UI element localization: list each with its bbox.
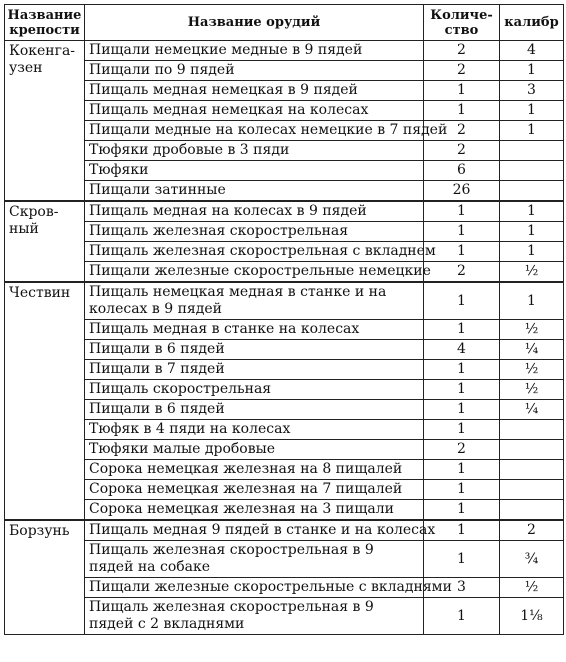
- header-caliber: калибр: [500, 5, 564, 41]
- weapon-count: 2: [424, 141, 500, 161]
- weapon-count: 1: [424, 460, 500, 480]
- table-row: [5, 161, 564, 181]
- weapon-name: Пищали железные скорострельные немецкие: [85, 262, 424, 283]
- table-row: [5, 141, 564, 161]
- weapon-count: 1: [424, 360, 500, 380]
- weapon-count: 1: [424, 520, 500, 541]
- header-count: Количе-ство: [424, 5, 500, 41]
- weapon-caliber: [500, 161, 564, 181]
- artillery-table: [4, 4, 564, 635]
- weapon-name: Пищали в 6 пядей: [85, 340, 424, 360]
- table-row: [5, 360, 564, 380]
- weapon-count: 1: [424, 242, 500, 262]
- table-row: [5, 181, 564, 202]
- weapon-name: Сорока немецкая железная на 8 пищалей: [85, 460, 424, 480]
- weapon-name: Пищали в 7 пядей: [85, 360, 424, 380]
- header-weapon: Название орудий: [85, 5, 424, 41]
- table-row: [5, 121, 564, 141]
- table-row: [5, 201, 564, 222]
- weapon-name: Тюфяки дробовые в 3 пяди: [85, 141, 424, 161]
- table-row: [5, 520, 564, 541]
- table-row: [5, 400, 564, 420]
- weapon-caliber: ½: [500, 320, 564, 340]
- weapon-name: Пищали затинные: [85, 181, 424, 202]
- weapon-caliber: [500, 141, 564, 161]
- weapon-name: Пищаль железная скорострельная: [85, 222, 424, 242]
- table-row: [5, 420, 564, 440]
- table-row: [5, 320, 564, 340]
- fortress-name: Кокенга-узен: [5, 41, 85, 202]
- weapon-count: 1: [424, 500, 500, 521]
- weapon-caliber: [500, 460, 564, 480]
- weapon-caliber: 1: [500, 101, 564, 121]
- weapon-count: 26: [424, 181, 500, 202]
- header-fortress: Название крепости: [5, 5, 85, 41]
- table-row: [5, 101, 564, 121]
- weapon-name: Пищали в 6 пядей: [85, 400, 424, 420]
- weapon-caliber: 1: [500, 121, 564, 141]
- weapon-name: Пищаль медная в станке на колесах: [85, 320, 424, 340]
- table-row: [5, 282, 564, 320]
- weapon-name: Пищаль железная скорострельная в 9 пядей на собаке: [85, 541, 424, 578]
- weapon-caliber: ½: [500, 262, 564, 283]
- table-row: [5, 262, 564, 283]
- weapon-name: Пищали медные на колесах немецкие в 7 пядей: [85, 121, 424, 141]
- weapon-caliber: ¼: [500, 400, 564, 420]
- table-row: [5, 500, 564, 521]
- weapon-name: Тюфяки: [85, 161, 424, 181]
- weapon-caliber: 1: [500, 282, 564, 320]
- weapon-caliber: ¼: [500, 340, 564, 360]
- weapon-count: 4: [424, 340, 500, 360]
- weapon-name: Пищаль скорострельная: [85, 380, 424, 400]
- weapon-name: Пищаль железная скорострельная с вкладнем: [85, 242, 424, 262]
- weapon-count: 1: [424, 420, 500, 440]
- weapon-name: Пищали железные скорострельные с вкладнями: [85, 578, 424, 598]
- table-row: [5, 41, 564, 61]
- weapon-name: Пищаль медная немецкая на колесах: [85, 101, 424, 121]
- table-row: [5, 598, 564, 635]
- weapon-count: 1: [424, 81, 500, 101]
- weapon-caliber: ½: [500, 360, 564, 380]
- weapon-count: 6: [424, 161, 500, 181]
- weapon-name: Пищаль немецкая медная в станке и на колесах в 9 пядей: [85, 282, 424, 320]
- weapon-caliber: 4: [500, 41, 564, 61]
- weapon-caliber: ½: [500, 578, 564, 598]
- weapon-count: 1: [424, 541, 500, 578]
- table-row: [5, 222, 564, 242]
- weapon-name: Тюфяки малые дробовые: [85, 440, 424, 460]
- weapon-caliber: ½: [500, 380, 564, 400]
- weapon-caliber: 1: [500, 201, 564, 222]
- weapon-name: Сорока немецкая железная на 7 пищалей: [85, 480, 424, 500]
- weapon-caliber: [500, 500, 564, 521]
- weapon-count: 2: [424, 440, 500, 460]
- weapon-count: 2: [424, 41, 500, 61]
- weapon-caliber: 1⅛: [500, 598, 564, 635]
- weapon-caliber: 1: [500, 61, 564, 81]
- weapon-count: 2: [424, 262, 500, 283]
- table-row: [5, 440, 564, 460]
- weapon-count: 1: [424, 282, 500, 320]
- weapon-caliber: 3: [500, 81, 564, 101]
- weapon-count: 1: [424, 400, 500, 420]
- weapon-caliber: 1: [500, 222, 564, 242]
- weapon-count: 1: [424, 320, 500, 340]
- weapon-caliber: [500, 420, 564, 440]
- table-row: [5, 380, 564, 400]
- weapon-caliber: [500, 181, 564, 202]
- weapon-count: 1: [424, 380, 500, 400]
- weapon-caliber: ¾: [500, 541, 564, 578]
- table-row: [5, 242, 564, 262]
- table-body: [5, 41, 564, 635]
- table-row: [5, 61, 564, 81]
- weapon-count: 1: [424, 480, 500, 500]
- weapon-count: 3: [424, 578, 500, 598]
- weapon-name: Пищали немецкие медные в 9 пядей: [85, 41, 424, 61]
- weapon-count: 2: [424, 61, 500, 81]
- table-row: [5, 81, 564, 101]
- weapon-caliber: [500, 480, 564, 500]
- weapon-count: 1: [424, 598, 500, 635]
- fortress-name: Борзунь: [5, 520, 85, 635]
- fortress-name: Чествин: [5, 282, 85, 520]
- weapon-name: Тюфяк в 4 пяди на колесах: [85, 420, 424, 440]
- weapon-name: Сорока немецкая железная на 3 пищали: [85, 500, 424, 521]
- weapon-name: Пищаль железная скорострельная в 9 пядей с 2 вкладнями: [85, 598, 424, 635]
- table-row: [5, 578, 564, 598]
- weapon-caliber: 2: [500, 520, 564, 541]
- weapon-name: Пищаль медная 9 пядей в станке и на колесах: [85, 520, 424, 541]
- weapon-count: 2: [424, 121, 500, 141]
- weapon-name: Пищаль медная на колесах в 9 пядей: [85, 201, 424, 222]
- weapon-name: Пищали по 9 пядей: [85, 61, 424, 81]
- weapon-caliber: 1: [500, 242, 564, 262]
- table-row: [5, 541, 564, 578]
- weapon-name: Пищаль медная немецкая в 9 пядей: [85, 81, 424, 101]
- table-row: [5, 460, 564, 480]
- weapon-count: 1: [424, 101, 500, 121]
- fortress-name: Скров-ный: [5, 201, 85, 282]
- table-row: [5, 340, 564, 360]
- table-row: [5, 480, 564, 500]
- weapon-caliber: [500, 440, 564, 460]
- header-row: [5, 5, 564, 41]
- weapon-count: 1: [424, 201, 500, 222]
- weapon-count: 1: [424, 222, 500, 242]
